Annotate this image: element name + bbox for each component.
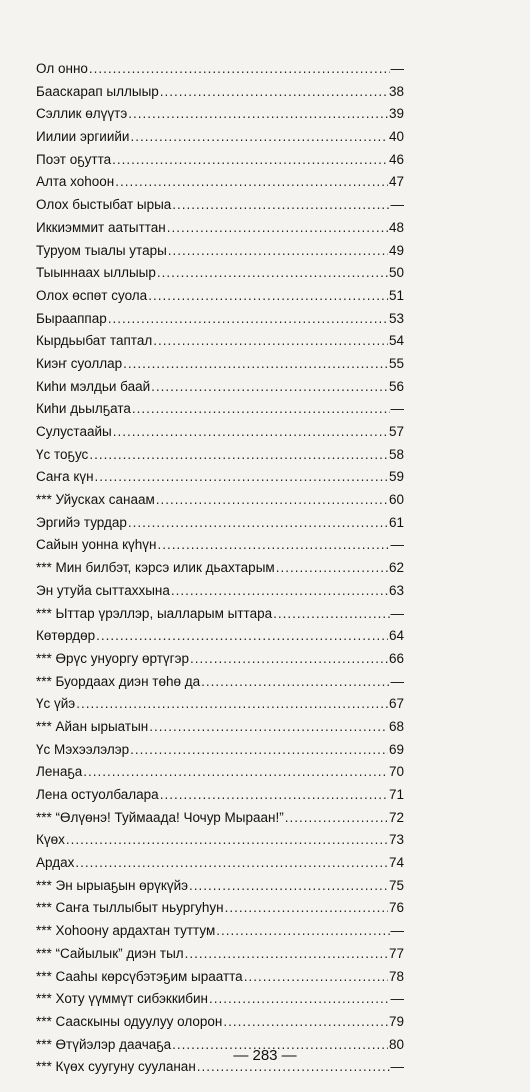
toc-entry-page: 67 [388,696,404,712]
toc-entry-page: 77 [388,945,404,961]
page-number: — 283 — [233,1047,297,1064]
dot-leader [83,761,388,784]
toc-entry [36,444,404,467]
dot-leader [273,603,389,626]
toc-entry-page: 59 [388,469,404,485]
toc-entry-page: — [390,537,404,553]
toc-entry-title: *** Хоһоону ардахтан туттум [36,923,216,939]
toc-entry-title: Эн утуйа сыттаххына [36,582,170,598]
toc-entry-title: *** Эн ырыаҕын өрүкүйэ [36,877,189,893]
toc-entry [36,466,404,489]
toc-entry-page: 40 [388,129,404,145]
toc-entry-title: *** Буордаах диэн төһө да [36,673,201,689]
dot-leader [276,557,388,580]
dot-leader [201,671,389,694]
toc-entry [36,285,404,308]
toc-entry [36,1011,404,1034]
dot-leader [285,807,388,830]
toc-entry-title: Ол онно [36,61,88,76]
toc-entry [36,240,404,263]
toc-entry [36,625,404,648]
toc-entry-title: Саҥа күн [36,469,94,485]
toc-entry-page: 61 [388,514,404,530]
toc-entry-title: Ленаҕа [36,764,83,780]
dot-leader [75,852,388,875]
toc-entry [36,557,404,580]
toc-entry-title: *** Өрүс унуоргу өртүгэр [36,650,189,666]
toc-entry-page: 53 [388,310,404,326]
toc-entry-page: 70 [388,764,404,780]
dot-leader [128,512,388,535]
toc-entry-title: Иккиэммит аатыттан [36,219,166,235]
toc-entry-page: 56 [388,378,404,394]
toc-entry-title: *** “Сайылык” диэн тыл [36,945,184,961]
toc-entry-page: 58 [388,446,404,462]
dot-leader [167,217,388,240]
dot-leader [130,739,388,762]
toc-entry-page: — [390,61,404,76]
toc-entry-page: 80 [388,1036,404,1052]
toc-entry-title: Көтөрдөр [36,628,96,644]
toc-entry-page: 48 [388,219,404,235]
toc-entry-page: 47 [388,174,404,190]
toc-entry-page: 51 [388,287,404,303]
table-of-contents [36,58,404,1079]
dot-leader [160,784,388,807]
toc-entry [36,308,404,331]
toc-entry [36,580,404,603]
toc-entry [36,716,404,739]
toc-entry-title: Лена остуолбалара [36,787,159,802]
toc-entry-title: Кырдьыбат таптал [36,333,153,349]
dot-leader [76,693,388,716]
dot-leader [223,1011,388,1034]
toc-entry-page: 38 [388,83,404,99]
dot-leader [149,716,388,739]
toc-entry-title: Олох быстыбат ырыа [36,197,172,213]
dot-leader [108,308,388,331]
toc-entry-title: *** Айан ырыатын [36,718,149,734]
toc-entry-title: Сайын уонна күһүн [36,537,157,553]
toc-entry-page: 39 [388,106,404,122]
toc-entry [36,875,404,898]
toc-entry [36,376,404,399]
toc-entry-page: 79 [388,1013,404,1029]
dot-leader [168,240,388,263]
toc-entry [36,262,404,285]
toc-entry [36,489,404,512]
toc-entry-title: Үс тоҕус [36,446,89,462]
dot-leader [130,126,388,149]
toc-entry-page: — [390,401,404,417]
toc-entry-page: 64 [388,628,404,644]
toc-entry [36,852,404,875]
toc-entry [36,421,404,444]
dot-leader [189,875,388,898]
toc-entry [36,966,404,989]
toc-entry [36,171,404,194]
toc-entry-title: Поэт оҕутта [36,151,112,167]
toc-entry [36,398,404,421]
toc-entry-title: Эргийэ турдар [36,514,127,530]
dot-leader [216,920,389,943]
toc-entry-title: Тыыннаах ыллыыр [36,265,156,281]
toc-entry-page: 76 [388,900,404,916]
toc-entry-title: Киэҥ суоллар [36,355,123,371]
toc-entry-page: 50 [388,265,404,281]
toc-entry-title: *** Уйускаx санаам [36,492,155,508]
toc-entry [36,149,404,172]
toc-entry [36,126,404,149]
toc-entry-page: 74 [388,855,404,871]
toc-entry [36,807,404,830]
toc-entry-title: Ардах [36,855,75,871]
dot-leader [151,376,388,399]
toc-entry-title: Үс үйэ [36,696,76,712]
dot-leader [157,262,388,285]
toc-entry-page: 49 [388,242,404,258]
toc-entry [36,81,404,104]
toc-entry-title: *** Күөх суугуну сууланан [36,1059,196,1075]
dot-leader [128,103,388,126]
toc-entry [36,784,404,807]
toc-entry-page: — [390,673,404,689]
toc-entry-page: — [390,605,404,621]
dot-leader [156,489,388,512]
toc-entry-title: Киһи дьылҕата [36,401,131,417]
toc-entry-title: Сэллик өлүүтэ [36,106,128,122]
toc-entry-page: 71 [388,787,404,802]
toc-entry-title: Күөх [36,832,65,848]
toc-entry-title: *** Мин билбэт, кэрсэ илик дьахтарым [36,560,275,576]
toc-entry-page: 60 [388,492,404,508]
dot-leader [66,829,388,852]
toc-entry-title: *** Сааскыны одуулуу олорон [36,1013,223,1029]
toc-entry [36,943,404,966]
toc-entry [36,671,404,694]
toc-entry-page: 46 [388,151,404,167]
toc-entry [36,988,404,1011]
toc-entry-title: Туруом тыалы утары [36,242,167,258]
toc-entry [36,58,404,81]
toc-entry-title: Иилии эргиийи [36,129,130,145]
toc-entry [36,534,404,557]
toc-entry [36,194,404,217]
toc-entry [36,761,404,784]
dot-leader [171,580,388,603]
toc-entry-title: *** Хоту үүммүт сибэккибин [36,991,208,1007]
toc-entry-page: — [390,197,404,213]
dot-leader [225,897,388,920]
dot-leader [89,444,388,467]
dot-leader [172,194,389,217]
toc-entry-page: 57 [388,424,404,439]
dot-leader [113,421,388,444]
toc-entry-page: 68 [388,718,404,734]
dot-leader [209,988,390,1011]
toc-entry [36,739,404,762]
toc-entry-page: — [390,1059,404,1075]
toc-entry-title: Үс Мэхээлэлэр [36,741,130,757]
toc-entry [36,103,404,126]
toc-entry-page: 54 [388,333,404,349]
dot-leader [96,625,388,648]
dot-leader [148,285,388,308]
toc-entry-page: 78 [388,968,404,984]
toc-entry-page: — [390,991,404,1007]
toc-entry-title: *** Саҥа тыллыбыт ньургуһун [36,900,224,916]
toc-entry [36,353,404,376]
toc-entry-page: 72 [388,809,404,825]
dot-leader [244,966,388,989]
toc-entry-title: *** “Өлүөнэ! Туймаада! Чочур Мыраан!” [36,809,284,825]
dot-leader [153,330,388,353]
dot-leader [190,648,388,671]
toc-entry-title: Олох өспөт суола [36,287,148,303]
dot-leader [132,398,390,421]
toc-entry-page: 75 [388,877,404,893]
toc-entry-page: 66 [388,650,404,666]
toc-entry [36,330,404,353]
toc-entry-page: 62 [388,560,404,576]
toc-entry [36,512,404,535]
toc-entry [36,897,404,920]
toc-entry [36,603,404,626]
toc-entry-title: Бырааппар [36,310,107,326]
toc-entry-page: 69 [388,741,404,757]
toc-entry-title: *** Өтүйэлэр даачаҕа [36,1036,172,1052]
dot-leader [123,353,388,376]
toc-entry [36,217,404,240]
dot-leader [185,943,388,966]
toc-entry-page: 55 [388,355,404,371]
dot-leader [158,534,390,557]
toc-entry-title: Бааскарап ыллыыр [36,83,159,99]
toc-entry-title: Киһи мэлдьи баай [36,378,151,394]
dot-leader [160,81,388,104]
toc-entry-title: *** Сааһы көрсүбэтэҕим ырaатта [36,968,243,984]
toc-entry [36,693,404,716]
dot-leader [115,171,388,194]
toc-entry [36,829,404,852]
toc-entry-title: Сулустаайы [36,424,112,439]
toc-entry-title: Алта хоһоон [36,174,115,190]
toc-entry-page: 73 [388,832,404,848]
toc-entry [36,648,404,671]
dot-leader [89,58,390,81]
toc-entry-page: — [390,923,404,939]
toc-entry-page: 63 [388,582,404,598]
dot-leader [95,466,388,489]
toc-entry [36,920,404,943]
dot-leader [112,149,388,172]
toc-entry-title: *** Ыттар үрэллэр, ыалларым ыттара [36,605,273,621]
